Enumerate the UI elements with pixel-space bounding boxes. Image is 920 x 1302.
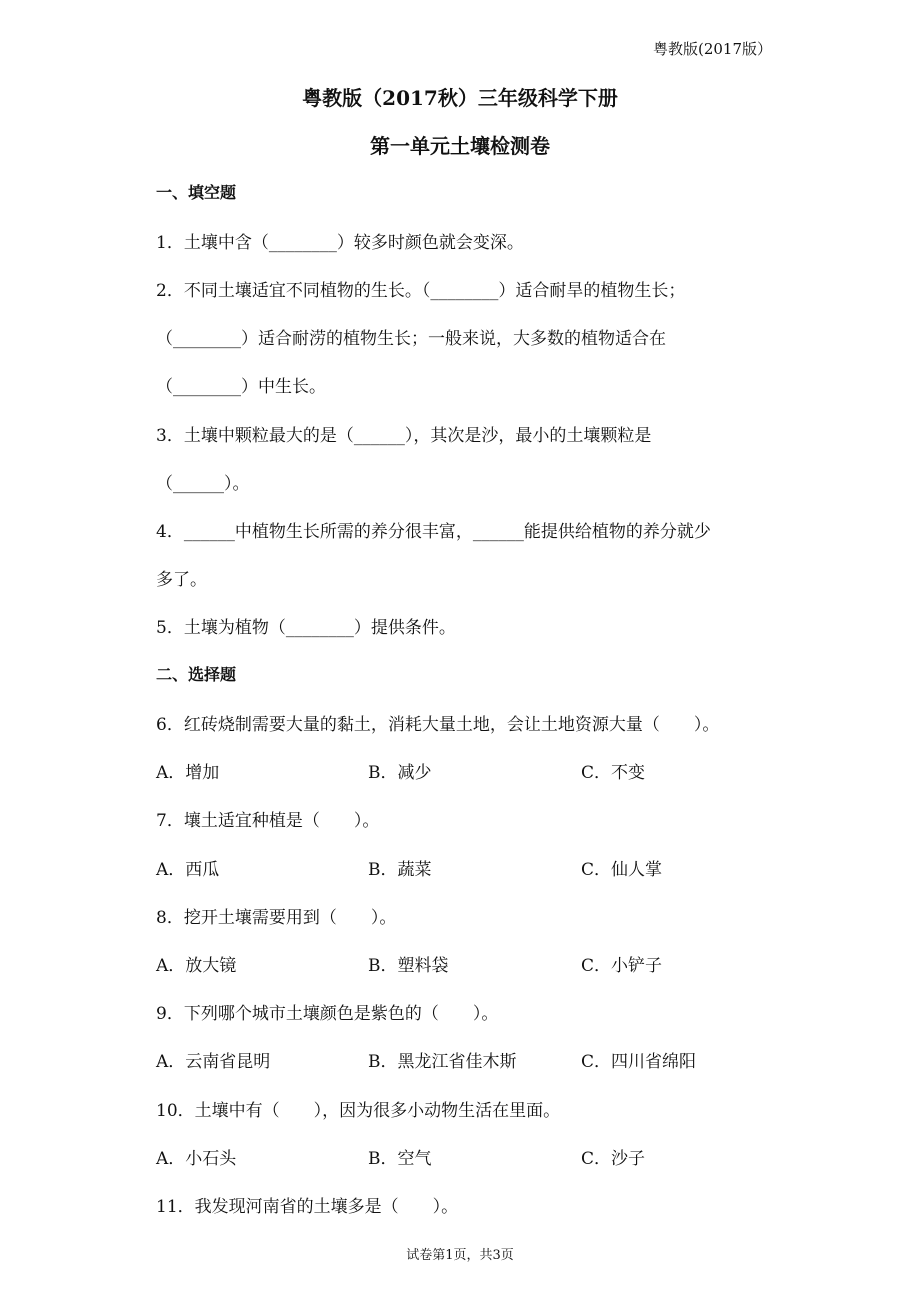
question-5: 5．土壤为植物（________）提供条件。 <box>156 618 456 638</box>
question-7-option-a: A．西瓜 <box>156 860 220 880</box>
section-multiple-choice: 二、选择题 <box>156 665 237 684</box>
question-4-line-1: 4．______中植物生长所需的养分很丰富，______能提供给植物的养分就少 <box>156 522 711 542</box>
section-fill-blank: 一、填空题 <box>156 183 237 202</box>
question-8: 8．挖开土壤需要用到（ ）。 <box>156 908 397 928</box>
question-6: 6．红砖烧制需要大量的黏土，消耗大量土地，会让土地资源大量（ ）。 <box>156 715 720 735</box>
question-9: 9．下列哪个城市土壤颜色是紫色的（ ）。 <box>156 1004 499 1024</box>
question-10-option-b: B．空气 <box>368 1149 432 1169</box>
question-7: 7．壤土适宜种植是（ ）。 <box>156 811 380 831</box>
question-2-line-1: 2．不同土壤适宜不同植物的生长。（________）适合耐旱的植物生长； <box>156 281 686 301</box>
question-10-option-a: A．小石头 <box>156 1149 237 1169</box>
question-6-option-c: C．不变 <box>581 763 646 783</box>
question-8-option-c: C．小铲子 <box>581 956 663 976</box>
question-10: 10．土壤中有（ ），因为很多小动物生活在里面。 <box>156 1101 561 1121</box>
question-2-line-2: （________）适合耐涝的植物生长；一般来说，大多数的植物适合在 <box>156 329 666 349</box>
exam-title: 粤教版（2017秋）三年级科学下册 <box>302 86 618 110</box>
page-footer: 试卷第1页，共3页 <box>406 1248 514 1263</box>
question-9-option-c: C．四川省绵阳 <box>581 1052 697 1072</box>
question-7-option-b: B．蔬菜 <box>368 860 432 880</box>
question-7-option-c: C．仙人掌 <box>581 860 663 880</box>
question-3-line-1: 3．土壤中颗粒最大的是（______），其次是沙，最小的土壤颗粒是 <box>156 426 652 446</box>
exam-subtitle: 第一单元土壤检测卷 <box>370 134 550 158</box>
question-8-option-a: A．放大镜 <box>156 956 237 976</box>
question-9-option-a: A．云南省昆明 <box>156 1052 271 1072</box>
question-10-option-c: C．沙子 <box>581 1149 646 1169</box>
header-edition-tag: 粤教版(2017版） <box>652 40 772 58</box>
question-4-line-2: 多了。 <box>156 570 207 590</box>
question-8-option-b: B．塑料袋 <box>368 956 449 976</box>
question-11: 11．我发现河南省的土壤多是（ ）。 <box>156 1197 459 1217</box>
question-2-line-3: （________）中生长。 <box>156 377 326 397</box>
question-6-option-b: B．减少 <box>368 763 432 783</box>
question-3-line-2: （______）。 <box>156 474 250 494</box>
question-9-option-b: B．黑龙江省佳木斯 <box>368 1052 517 1072</box>
question-6-option-a: A．增加 <box>156 763 220 783</box>
question-1: 1．土壤中含（________）较多时颜色就会变深。 <box>156 233 524 253</box>
